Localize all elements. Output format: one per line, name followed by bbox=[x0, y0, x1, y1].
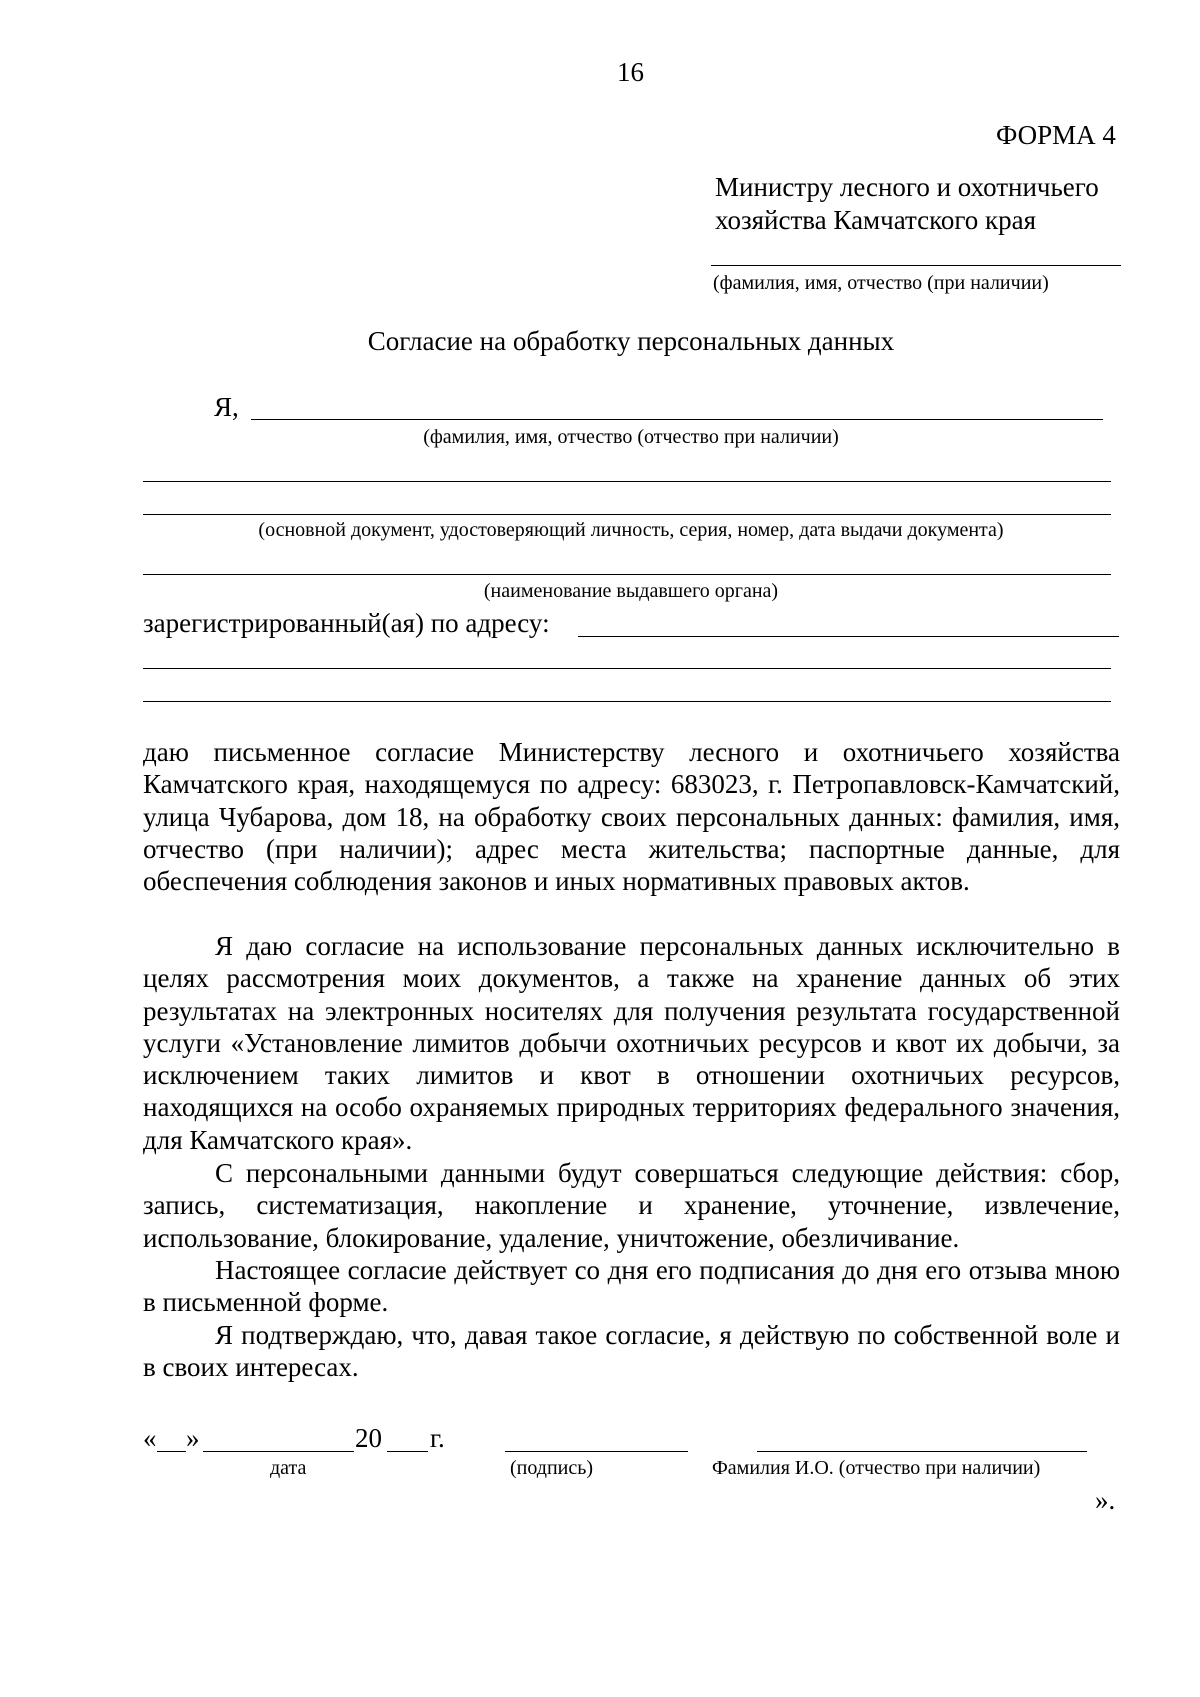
signature-caption: (подпись) bbox=[510, 1457, 594, 1479]
date-month-line[interactable] bbox=[203, 1451, 354, 1452]
consent-paragraph-5: Я подтверждаю, что, давая такое согласие, я действую по собственной воле и в своих интересах. bbox=[143, 1320, 1120, 1383]
address-line-1[interactable] bbox=[578, 636, 1119, 637]
consent-paragraph-4: Настоящее согласие действует со дня его подписания до дня его отзыва мною в письменной форме. bbox=[143, 1255, 1120, 1318]
consent-paragraph-2: Я даю согласие на использование персональных данных исключительно в целях рассмотрения моих документов, а также на хранение данных об этих результатах на электронных носителях для получения результата государственной услуги «Установление лимитов добычи охотничьих ресурсов и квот их добычи, за исключением таких лимитов и квот в отношении охотничьих ресурсов, находящихся на особо охраняемых природных территориях федерального значения, для Камчатского края». bbox=[143, 931, 1120, 1155]
consent-paragraph-3: С персональными данными будут совершаться следующие действия: сбор, запись, систематизация, накопление и хранение, уточнение, извлечение, использование, блокирование, удаление, уничтожение, обезличивание. bbox=[143, 1158, 1120, 1253]
page-number: 16 bbox=[617, 57, 644, 87]
identity-document-line-1[interactable] bbox=[143, 481, 1111, 482]
consent-paragraph-1: даю письменное согласие Министерству лесного и охотничьего хозяйства Камчатского края, находящемуся по адресу: 683023, г. Петропавловск-Камчатский, улица Чубарова, дом 18, на обработку своих персональных данных: фамилия, имя, отчество (при наличии); адрес места жительства; паспортные данные, для обеспечения соблюдения законов и иных нормативных правовых актов. bbox=[143, 737, 1120, 897]
signer-name-caption: Фамилия И.О. (отчество при наличии) bbox=[712, 1457, 1041, 1479]
date-year-prefix: 20 bbox=[355, 1423, 382, 1453]
form-label: ФОРМА 4 bbox=[996, 120, 1116, 150]
address-line-3[interactable] bbox=[143, 701, 1111, 702]
addressee-line-2: хозяйства Камчатского края bbox=[715, 205, 1037, 235]
date-year-line[interactable] bbox=[387, 1451, 428, 1452]
full-name-caption: (фамилия, имя, отчество (отчество при наличии) bbox=[423, 426, 839, 448]
document-title: Согласие на обработку персональных данных bbox=[367, 326, 895, 356]
date-caption: дата bbox=[270, 1457, 307, 1479]
identity-document-line-2[interactable] bbox=[143, 514, 1111, 515]
issuer-caption: (наименование выдавшего органа) bbox=[483, 580, 779, 602]
signature-line[interactable] bbox=[505, 1451, 688, 1452]
addressee-name-line[interactable] bbox=[711, 265, 1121, 266]
address-line-2[interactable] bbox=[143, 668, 1111, 669]
issuer-line[interactable] bbox=[143, 574, 1111, 575]
signer-name-line[interactable] bbox=[757, 1451, 1087, 1452]
full-name-line[interactable] bbox=[251, 419, 1103, 420]
addressee-name-caption: (фамилия, имя, отчество (при наличии) bbox=[713, 272, 1049, 294]
date-day-line[interactable] bbox=[157, 1451, 186, 1452]
closing-quote: ». bbox=[1095, 1485, 1116, 1515]
date-year-suffix: г. bbox=[430, 1423, 445, 1453]
addressee-line-1: Министру лесного и охотничьего bbox=[715, 172, 1099, 202]
date-quote-open: « bbox=[143, 1423, 157, 1453]
i-label: Я, bbox=[214, 392, 239, 422]
date-quote-close: » bbox=[186, 1423, 200, 1453]
identity-document-caption: (основной документ, удостоверяющий личность, серия, номер, дата выдачи документа) bbox=[258, 519, 1004, 541]
address-label: зарегистрированный(ая) по адресу: bbox=[143, 608, 550, 638]
